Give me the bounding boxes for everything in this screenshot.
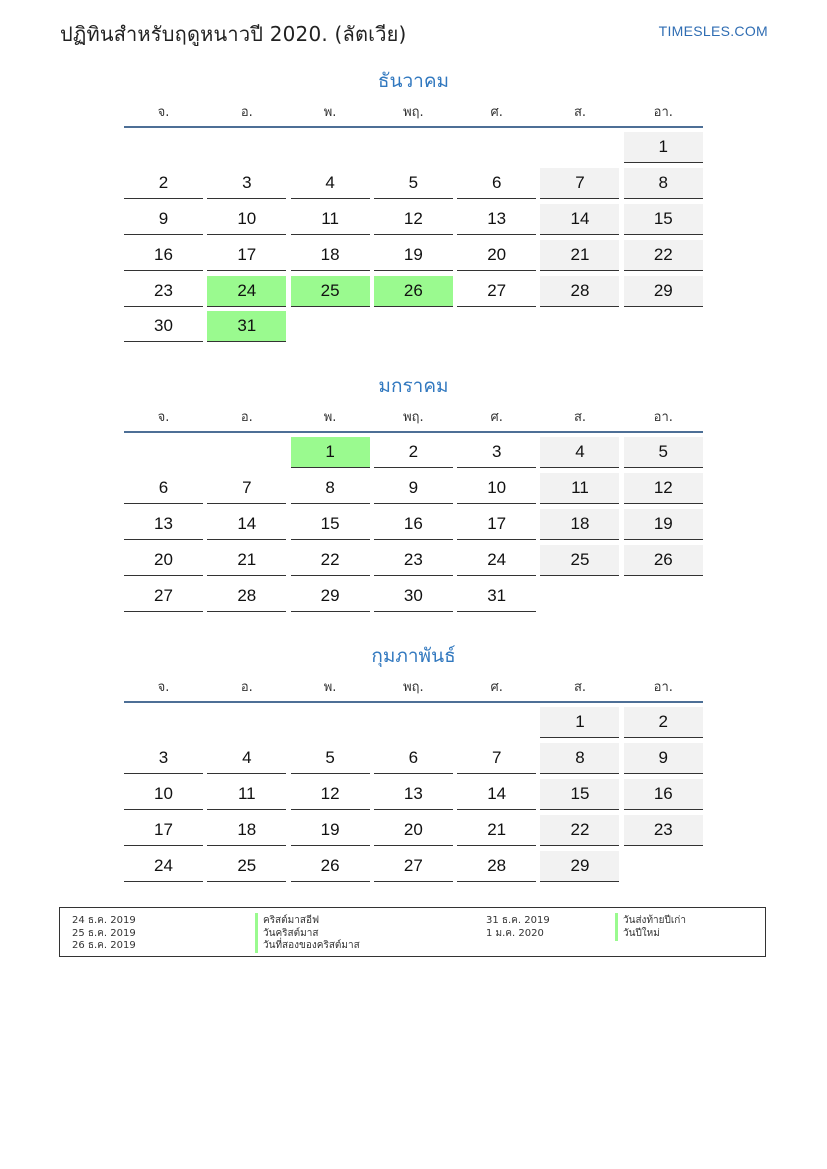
weekday-header xyxy=(124,671,703,703)
week-row xyxy=(124,851,703,887)
day-cell[interactable]: 18 xyxy=(540,509,619,540)
day-cell[interactable]: 21 xyxy=(207,545,286,576)
day-cell[interactable]: 18 xyxy=(207,815,286,846)
weekday-label: พ. xyxy=(323,104,337,120)
legend-holiday-name: วันคริสต์มาส xyxy=(255,926,318,941)
legend-holiday-name: วันที่สองของคริสต์มาส xyxy=(255,938,360,953)
day-cell[interactable]: 5 xyxy=(374,168,453,199)
legend-date: 1 ม.ค. 2020 xyxy=(486,927,544,939)
day-cell[interactable]: 29 xyxy=(540,851,619,882)
day-cell[interactable]: 3 xyxy=(207,168,286,199)
month-calendar xyxy=(124,641,703,886)
day-cell[interactable]: 2 xyxy=(124,168,203,199)
day-cell[interactable]: 4 xyxy=(291,168,370,199)
day-cell[interactable]: 25 xyxy=(207,851,286,882)
day-cell[interactable]: 26 xyxy=(624,545,703,576)
weekday-label: จ. xyxy=(157,409,170,425)
day-cell[interactable]: 25 xyxy=(291,276,370,307)
legend-date: 26 ธ.ค. 2019 xyxy=(72,940,136,952)
day-cell[interactable]: 16 xyxy=(124,240,203,271)
week-row xyxy=(124,581,703,617)
day-cell[interactable]: 20 xyxy=(374,815,453,846)
day-cell[interactable]: 16 xyxy=(374,509,453,540)
legend-holiday-name: วันปีใหม่ xyxy=(615,926,660,941)
week-row xyxy=(124,240,703,276)
empty-cell xyxy=(374,707,453,737)
week-row xyxy=(124,815,703,851)
weekday-label: อ. xyxy=(240,409,253,425)
weekday-label: พฤ. xyxy=(403,409,424,425)
day-cell[interactable]: 3 xyxy=(457,437,536,468)
empty-cell xyxy=(207,132,286,162)
empty-cell xyxy=(374,311,453,341)
day-cell[interactable]: 13 xyxy=(124,509,203,540)
weekday-label: ศ. xyxy=(490,104,503,120)
day-cell[interactable]: 6 xyxy=(457,168,536,199)
day-cell[interactable]: 4 xyxy=(207,743,286,774)
day-cell[interactable]: 30 xyxy=(124,311,203,342)
empty-cell xyxy=(291,707,370,737)
weekday-label: ส. xyxy=(573,104,587,120)
day-cell[interactable]: 22 xyxy=(540,815,619,846)
empty-cell xyxy=(124,707,203,737)
day-cell[interactable]: 20 xyxy=(457,240,536,271)
month-calendar xyxy=(124,371,703,616)
day-cell[interactable]: 23 xyxy=(374,545,453,576)
empty-cell xyxy=(291,311,370,341)
day-cell[interactable]: 26 xyxy=(374,276,453,307)
brand-link[interactable]: TIMESLES.COM xyxy=(658,23,768,39)
empty-cell xyxy=(291,132,370,162)
weekday-header xyxy=(124,96,703,128)
day-cell[interactable]: 24 xyxy=(457,545,536,576)
week-row xyxy=(124,204,703,240)
weekday-label: พ. xyxy=(323,409,337,425)
holiday-legend xyxy=(59,907,766,957)
day-cell[interactable]: 13 xyxy=(457,204,536,235)
day-cell[interactable]: 12 xyxy=(624,473,703,504)
day-cell[interactable]: 29 xyxy=(624,276,703,307)
day-cell[interactable]: 9 xyxy=(624,743,703,774)
day-cell[interactable]: 1 xyxy=(624,132,703,163)
weekday-label: ส. xyxy=(573,409,587,425)
week-row xyxy=(124,276,703,312)
day-cell[interactable]: 12 xyxy=(374,204,453,235)
day-cell[interactable]: 28 xyxy=(207,581,286,612)
day-cell[interactable]: 17 xyxy=(207,240,286,271)
day-cell[interactable]: 30 xyxy=(374,581,453,612)
day-cell[interactable]: 24 xyxy=(207,276,286,307)
week-row xyxy=(124,132,703,168)
day-cell[interactable]: 27 xyxy=(457,276,536,307)
day-cell[interactable]: 17 xyxy=(124,815,203,846)
day-cell[interactable]: 31 xyxy=(207,311,286,342)
weekday-label: อ. xyxy=(240,679,253,695)
day-cell[interactable]: 31 xyxy=(457,581,536,612)
empty-cell xyxy=(624,851,703,881)
day-cell[interactable]: 25 xyxy=(540,545,619,576)
day-cell[interactable]: 9 xyxy=(374,473,453,504)
day-cell[interactable]: 6 xyxy=(374,743,453,774)
day-cell[interactable]: 10 xyxy=(124,779,203,810)
day-cell[interactable]: 23 xyxy=(624,815,703,846)
day-cell[interactable]: 8 xyxy=(291,473,370,504)
weekday-label: จ. xyxy=(157,104,170,120)
day-cell[interactable]: 15 xyxy=(624,204,703,235)
day-cell[interactable]: 9 xyxy=(124,204,203,235)
weekday-label: อ. xyxy=(240,104,253,120)
day-cell[interactable]: 3 xyxy=(124,743,203,774)
legend-holiday-name: วันส่งท้ายปีเก่า xyxy=(615,913,686,928)
weekday-label: พฤ. xyxy=(403,104,424,120)
day-cell[interactable]: 5 xyxy=(291,743,370,774)
day-cell[interactable]: 11 xyxy=(291,204,370,235)
day-cell[interactable]: 7 xyxy=(207,473,286,504)
day-cell[interactable]: 21 xyxy=(540,240,619,271)
day-cell[interactable]: 14 xyxy=(540,204,619,235)
empty-cell xyxy=(624,311,703,341)
day-cell[interactable]: 17 xyxy=(457,509,536,540)
day-cell[interactable]: 19 xyxy=(291,815,370,846)
day-cell[interactable]: 16 xyxy=(624,779,703,810)
weekday-label: อา. xyxy=(653,104,673,120)
week-row xyxy=(124,509,703,545)
month-name: มกราคม xyxy=(378,375,449,397)
empty-cell xyxy=(540,132,619,162)
empty-cell xyxy=(207,437,286,467)
empty-cell xyxy=(374,132,453,162)
page-title: ปฏิทินสำหรับฤดูหนาวปี 2020. (ลัตเวีย) xyxy=(60,22,407,46)
day-cell[interactable]: 1 xyxy=(291,437,370,468)
day-cell[interactable]: 2 xyxy=(624,707,703,738)
day-cell[interactable]: 22 xyxy=(291,545,370,576)
day-cell[interactable]: 2 xyxy=(374,437,453,468)
day-cell[interactable]: 24 xyxy=(124,851,203,882)
empty-cell xyxy=(540,581,619,611)
day-cell[interactable]: 15 xyxy=(540,779,619,810)
day-cell[interactable]: 22 xyxy=(624,240,703,271)
week-row xyxy=(124,707,703,743)
day-cell[interactable]: 6 xyxy=(124,473,203,504)
day-cell[interactable]: 12 xyxy=(291,779,370,810)
week-row xyxy=(124,311,703,347)
weekday-label: ศ. xyxy=(490,679,503,695)
day-cell[interactable]: 27 xyxy=(374,851,453,882)
day-cell[interactable]: 23 xyxy=(124,276,203,307)
empty-cell xyxy=(624,581,703,611)
day-cell[interactable]: 11 xyxy=(207,779,286,810)
empty-cell xyxy=(457,311,536,341)
month-name: กุมภาพันธ์ xyxy=(371,645,456,667)
empty-cell xyxy=(207,707,286,737)
month-calendar xyxy=(124,66,703,347)
day-cell[interactable]: 1 xyxy=(540,707,619,738)
day-cell[interactable]: 21 xyxy=(457,815,536,846)
empty-cell xyxy=(540,311,619,341)
day-cell[interactable]: 28 xyxy=(540,276,619,307)
day-cell[interactable]: 8 xyxy=(540,743,619,774)
weekday-label: จ. xyxy=(157,679,170,695)
week-row xyxy=(124,779,703,815)
day-cell[interactable]: 5 xyxy=(624,437,703,468)
day-cell[interactable]: 7 xyxy=(457,743,536,774)
empty-cell xyxy=(124,132,203,162)
week-row xyxy=(124,168,703,204)
day-cell[interactable]: 13 xyxy=(374,779,453,810)
day-cell[interactable]: 29 xyxy=(291,581,370,612)
legend-holiday-name: คริสต์มาสอีฟ xyxy=(255,913,319,928)
day-cell[interactable]: 19 xyxy=(624,509,703,540)
legend-date: 31 ธ.ค. 2019 xyxy=(486,915,550,926)
day-cell[interactable]: 4 xyxy=(540,437,619,468)
weekday-label: ส. xyxy=(573,679,587,695)
day-cell[interactable]: 10 xyxy=(207,204,286,235)
day-cell[interactable]: 27 xyxy=(124,581,203,612)
day-cell[interactable]: 19 xyxy=(374,240,453,271)
empty-cell xyxy=(457,132,536,162)
empty-cell xyxy=(457,707,536,737)
day-cell[interactable]: 18 xyxy=(291,240,370,271)
day-cell[interactable]: 26 xyxy=(291,851,370,882)
weekday-label: พฤ. xyxy=(403,679,424,695)
week-row xyxy=(124,743,703,779)
weekday-label: ศ. xyxy=(490,409,503,425)
day-cell[interactable]: 7 xyxy=(540,168,619,199)
weekday-header xyxy=(124,401,703,433)
day-cell[interactable]: 20 xyxy=(124,545,203,576)
legend-date: 25 ธ.ค. 2019 xyxy=(72,927,136,939)
day-cell[interactable]: 15 xyxy=(291,509,370,540)
week-row xyxy=(124,545,703,581)
empty-cell xyxy=(124,437,203,467)
week-row xyxy=(124,473,703,509)
month-name: ธันวาคม xyxy=(377,70,450,92)
day-cell[interactable]: 14 xyxy=(207,509,286,540)
day-cell[interactable]: 8 xyxy=(624,168,703,199)
weekday-label: พ. xyxy=(323,679,337,695)
day-cell[interactable]: 28 xyxy=(457,851,536,882)
weekday-label: อา. xyxy=(653,409,673,425)
weekday-label: อา. xyxy=(653,679,673,695)
week-row xyxy=(124,437,703,473)
day-cell[interactable]: 14 xyxy=(457,779,536,810)
legend-date: 24 ธ.ค. 2019 xyxy=(72,915,136,926)
day-cell[interactable]: 10 xyxy=(457,473,536,504)
day-cell[interactable]: 11 xyxy=(540,473,619,504)
